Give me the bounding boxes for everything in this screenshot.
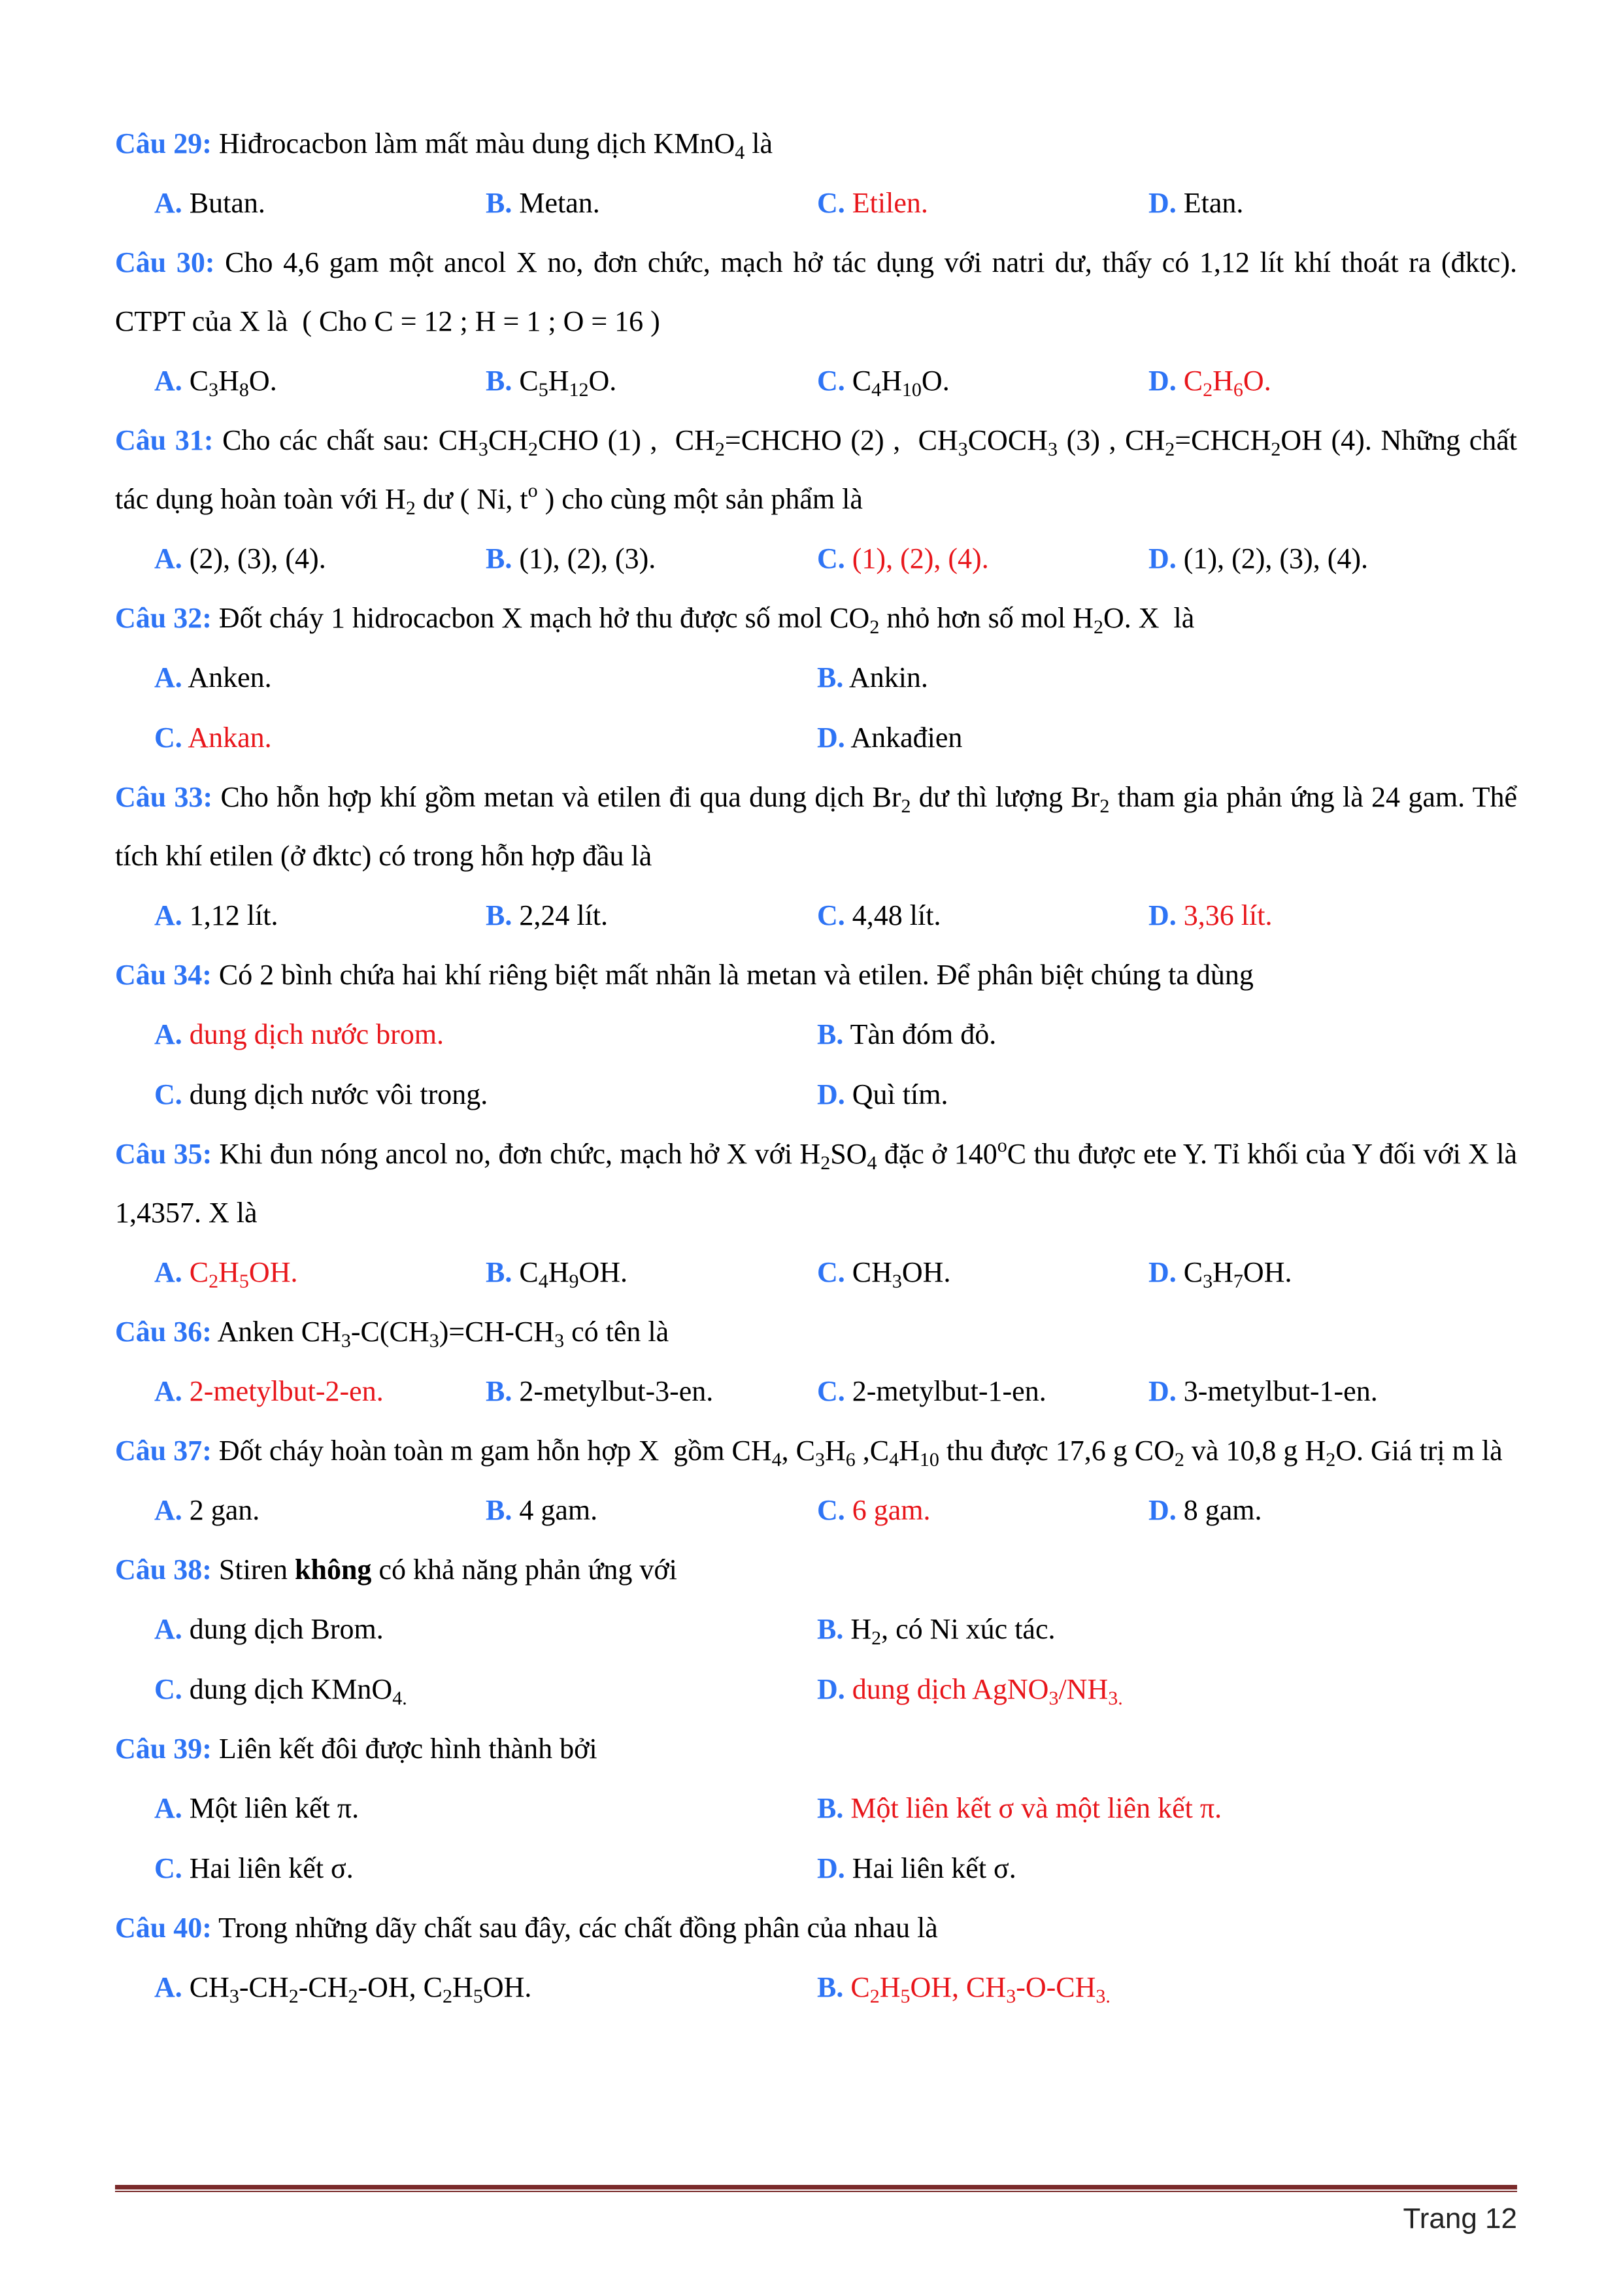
- answer-option: [778, 708, 1441, 768]
- question: [115, 1422, 1517, 1480]
- answer-option: [778, 351, 1109, 411]
- answer-option: [1109, 351, 1441, 411]
- option-letter: D.: [817, 1673, 845, 1705]
- option-letter: B.: [817, 1613, 844, 1645]
- option-text: 8 gam.: [1176, 1494, 1262, 1526]
- option-text: Quì tím.: [845, 1078, 948, 1110]
- option-text: Metan.: [512, 187, 600, 219]
- option-letter: C.: [817, 365, 845, 397]
- option-text: dung dịch Brom.: [182, 1613, 384, 1645]
- answer-option: [115, 886, 446, 946]
- question: [115, 1720, 1517, 1778]
- options-row: [115, 648, 1517, 708]
- question: [115, 233, 1517, 351]
- answer-option: [778, 1778, 1441, 1838]
- question: [115, 768, 1517, 886]
- option-text: 3,36 lít.: [1176, 899, 1273, 931]
- option-text: dung dịch KMnO$_{4.}$: [182, 1673, 407, 1709]
- option-text: 2,24 lít.: [512, 899, 609, 931]
- option-letter: C.: [817, 542, 845, 574]
- option-letter: A.: [154, 899, 182, 931]
- option-text: 4 gam.: [512, 1494, 598, 1526]
- question: [115, 1899, 1517, 1957]
- question-label: Câu 31:: [115, 424, 214, 456]
- answer-option: [1109, 1242, 1441, 1303]
- answer-option: [778, 1005, 1441, 1065]
- question: [115, 411, 1517, 529]
- answer-option: [115, 708, 778, 768]
- option-letter: D.: [1148, 365, 1177, 397]
- question-stem: Cho hỗn hợp khí gồm metan và etilen đi qua dung dịch $Br_2$ dư thì lượng $Br_2$ tham gia phản ứng là 24 gam. Thể tích khí etilen (ở đktc) có trong hỗn hợp đầu là: [115, 781, 1517, 872]
- options-row: [115, 1361, 1517, 1422]
- answer-option: [115, 1957, 778, 2018]
- options-row: [115, 708, 1517, 768]
- option-letter: C.: [154, 722, 182, 754]
- question-stem: Anken $CH_3-C(CH_3)=CH-CH_3$ có tên là: [211, 1316, 669, 1352]
- option-letter: A.: [154, 542, 182, 574]
- option-text: $C_4H_9OH$.: [512, 1256, 628, 1292]
- option-text: $C_2H_6O$.: [1176, 365, 1271, 401]
- answer-option: [778, 1361, 1109, 1422]
- answer-option: [778, 886, 1109, 946]
- answer-option: [778, 529, 1109, 589]
- question-list: [115, 114, 1517, 2018]
- option-letter: D.: [817, 1078, 845, 1110]
- answer-option: [115, 1778, 778, 1838]
- answer-option: [446, 886, 778, 946]
- answer-option: [778, 1659, 1441, 1720]
- option-text: 2-metylbut-3-en.: [512, 1375, 714, 1407]
- option-text: 2 gan.: [182, 1494, 260, 1526]
- answer-option: [1109, 529, 1441, 589]
- option-text: Etan.: [1176, 187, 1244, 219]
- options-row: [115, 886, 1517, 946]
- option-text: $CH_3OH$.: [845, 1256, 951, 1292]
- option-text: $C_4H_{10}O$.: [845, 365, 950, 401]
- option-text: Etilen.: [845, 187, 928, 219]
- answer-option: [778, 1599, 1441, 1659]
- option-letter: D.: [1148, 1375, 1177, 1407]
- options-row: [115, 1005, 1517, 1065]
- option-letter: B.: [486, 365, 512, 397]
- option-letter: A.: [154, 1018, 182, 1050]
- question-label: Câu 39:: [115, 1733, 212, 1765]
- question-stem: Trong những dãy chất sau đây, các chất đồng phân của nhau là: [211, 1912, 938, 1944]
- option-letter: B.: [817, 1018, 844, 1050]
- answer-option: [115, 648, 778, 708]
- answer-option: [446, 1480, 778, 1540]
- options-row: [115, 1778, 1517, 1838]
- option-letter: B.: [486, 1375, 512, 1407]
- question-label: Câu 32:: [115, 602, 212, 634]
- answer-option: [778, 1242, 1109, 1303]
- question-stem: Đốt cháy 1 hidrocacbon X mạch hở thu được số mol $CO_2$ nhỏ hơn số mol $H_2O$. X là: [211, 602, 1195, 638]
- option-text: 3-metylbut-1-en.: [1176, 1375, 1378, 1407]
- question: [115, 1303, 1517, 1361]
- option-text: 1,12 lít.: [182, 899, 278, 931]
- option-text: dung dịch $AgNO_3/NH_{3.}$: [845, 1673, 1123, 1709]
- question: [115, 589, 1517, 648]
- option-letter: D.: [1148, 187, 1177, 219]
- option-letter: A.: [154, 365, 182, 397]
- options-row: [115, 1838, 1517, 1899]
- options-row: [115, 173, 1517, 233]
- option-letter: B.: [486, 542, 512, 574]
- option-text: $C_5H_{12}O$.: [512, 365, 617, 401]
- question-stem: Cho các chất sau: $CH_3CH_2CHO$ (1) , $CH_2=CHCHO$ (2) , $CH_3COCH_3$ (3) , $CH_2=CHCH_2OH$ (4). Những chất tác dụng hoàn toàn với $H_2$ dư ( Ni, $t^o$ ) cho cùng một sản phẩm là: [115, 424, 1518, 519]
- option-letter: C.: [817, 1494, 845, 1526]
- answer-option: [446, 351, 778, 411]
- option-letter: A.: [154, 661, 182, 693]
- option-letter: C.: [154, 1078, 182, 1110]
- question-label: Câu 36:: [115, 1316, 212, 1348]
- question-stem: Hiđrocacbon làm mất màu dung dịch KMnO$_4$ là: [211, 127, 773, 163]
- option-letter: B.: [486, 899, 512, 931]
- answer-option: [115, 529, 446, 589]
- option-text: $C_2H_5OH$.: [182, 1256, 298, 1292]
- option-letter: B.: [486, 1494, 512, 1526]
- answer-option: [778, 1838, 1441, 1899]
- option-letter: A.: [154, 1256, 182, 1288]
- question: [115, 1125, 1517, 1242]
- option-text: Ankađien: [845, 722, 963, 754]
- option-letter: B.: [486, 187, 512, 219]
- option-letter: C.: [154, 1852, 182, 1884]
- option-letter: C.: [154, 1673, 182, 1705]
- answer-option: [1109, 1361, 1441, 1422]
- option-text: (1), (2), (3).: [512, 542, 656, 574]
- question-label: Câu 30:: [115, 246, 215, 278]
- option-letter: C.: [817, 1375, 845, 1407]
- answer-option: [1109, 173, 1441, 233]
- option-text: Tàn đóm đỏ.: [843, 1018, 997, 1050]
- answer-option: [778, 173, 1109, 233]
- option-text: Hai liên kết σ.: [182, 1852, 354, 1884]
- option-letter: D.: [817, 722, 845, 754]
- option-letter: A.: [154, 1375, 182, 1407]
- options-row: [115, 351, 1517, 411]
- options-row: [115, 1242, 1517, 1303]
- answer-option: [115, 1838, 778, 1899]
- answer-option: [115, 351, 446, 411]
- option-text: Ankan.: [182, 722, 272, 754]
- option-text: (1), (2), (4).: [845, 542, 989, 574]
- question-stem: Stiren không có khả năng phản ứng với: [211, 1554, 677, 1586]
- question-stem: Đốt cháy hoàn toàn m gam hỗn hợp X gồm $CH_4$, $C_3H_6$ $,C_4H_{10}$ thu được 17,6 g $CO_2$ và 10,8 g $H_2O$. Giá trị m là: [211, 1435, 1503, 1471]
- answer-option: [446, 529, 778, 589]
- option-letter: D.: [1148, 542, 1177, 574]
- question-label: Câu 33:: [115, 781, 213, 813]
- question: [115, 1540, 1517, 1599]
- answer-option: [115, 173, 446, 233]
- answer-option: [115, 1065, 778, 1125]
- option-text: 2-metylbut-2-en.: [182, 1375, 384, 1407]
- question-stem: Khi đun nóng ancol no, đơn chức, mạch hở X với $H_2SO_4$ đặc ở 140$^o$C thu được ete Y. Tỉ khối của Y đối với X là 1,4357. X là: [115, 1135, 1517, 1229]
- footer-rule-thin: [115, 2191, 1517, 2192]
- option-letter: D.: [1148, 899, 1177, 931]
- options-row: [115, 1957, 1517, 2018]
- option-text: (2), (3), (4).: [182, 542, 326, 574]
- question-label: Câu 29:: [115, 127, 212, 159]
- option-letter: A.: [154, 1494, 182, 1526]
- option-text: $C_3H_7OH$.: [1176, 1256, 1292, 1292]
- option-letter: B.: [486, 1256, 512, 1288]
- question-label: Câu 37:: [115, 1435, 212, 1467]
- option-text: 6 gam.: [845, 1494, 931, 1526]
- answer-option: [115, 1659, 778, 1720]
- option-text: Butan.: [182, 187, 265, 219]
- question: [115, 946, 1517, 1005]
- option-text: Một liên kết σ và một liên kết π.: [843, 1792, 1222, 1824]
- question-label: Câu 35:: [115, 1138, 212, 1170]
- answer-option: [1109, 886, 1441, 946]
- question-label: Câu 38:: [115, 1554, 212, 1586]
- question-label: Câu 40:: [115, 1912, 212, 1944]
- option-text: (1), (2), (3), (4).: [1176, 542, 1368, 574]
- option-letter: B.: [817, 1971, 844, 2003]
- answer-option: [778, 648, 1441, 708]
- option-text: Một liên kết π.: [182, 1792, 360, 1824]
- answer-option: [115, 1361, 446, 1422]
- option-letter: A.: [154, 1971, 182, 2003]
- option-text: 4,48 lít.: [845, 899, 941, 931]
- footer-rule: [115, 2185, 1517, 2189]
- option-letter: D.: [1148, 1494, 1177, 1526]
- answer-option: [115, 1242, 446, 1303]
- question-stem: Cho 4,6 gam một ancol X no, đơn chức, mạch hở tác dụng với natri dư, thấy có 1,12 lít khí thoát ra (đktc). CTPT của X là ( Cho C = 12 ; H = 1 ; O = 16 ): [115, 246, 1517, 337]
- options-row: [115, 1065, 1517, 1125]
- option-letter: D.: [817, 1852, 845, 1884]
- answer-option: [446, 1361, 778, 1422]
- option-text: Hai liên kết σ.: [845, 1852, 1016, 1884]
- answer-option: [446, 1242, 778, 1303]
- option-letter: A.: [154, 1613, 182, 1645]
- question-label: Câu 34:: [115, 959, 212, 991]
- options-row: [115, 1599, 1517, 1659]
- answer-option: [778, 1480, 1109, 1540]
- option-text: $C_2H_5OH$, $CH_3-O-CH_{3.}$: [843, 1971, 1111, 2007]
- option-letter: D.: [1148, 1256, 1177, 1288]
- option-text: dung dịch nước vôi trong.: [182, 1078, 488, 1110]
- option-letter: A.: [154, 187, 182, 219]
- option-text: $C_3H_8O$.: [182, 365, 277, 401]
- answer-option: [446, 173, 778, 233]
- options-row: [115, 1480, 1517, 1540]
- question-stem: Liên kết đôi được hình thành bởi: [211, 1733, 597, 1765]
- question: [115, 114, 1517, 173]
- answer-option: [778, 1957, 1441, 2018]
- option-text: 2-metylbut-1-en.: [845, 1375, 1046, 1407]
- options-row: [115, 529, 1517, 589]
- answer-option: [1109, 1480, 1441, 1540]
- answer-option: [115, 1599, 778, 1659]
- question-stem: Có 2 bình chứa hai khí riêng biệt mất nhãn là metan và etilen. Để phân biệt chúng ta dùng: [211, 959, 1254, 991]
- answer-option: [115, 1480, 446, 1540]
- option-letter: C.: [817, 1256, 845, 1288]
- options-row: [115, 1659, 1517, 1720]
- option-text: $H_2$, có Ni xúc tác.: [843, 1613, 1056, 1649]
- page-number: Trang 12: [1403, 2203, 1517, 2235]
- answer-option: [115, 1005, 778, 1065]
- option-text: $CH_3-CH_2-CH_2-OH$, $C_2H_5OH$.: [182, 1971, 532, 2007]
- option-letter: A.: [154, 1792, 182, 1824]
- option-letter: C.: [817, 187, 845, 219]
- option-text: Ankin.: [843, 661, 928, 693]
- option-letter: B.: [817, 661, 844, 693]
- option-text: dung dịch nước brom.: [182, 1018, 444, 1050]
- answer-option: [778, 1065, 1441, 1125]
- option-letter: C.: [817, 899, 845, 931]
- option-letter: B.: [817, 1792, 844, 1824]
- option-text: Anken.: [182, 661, 272, 693]
